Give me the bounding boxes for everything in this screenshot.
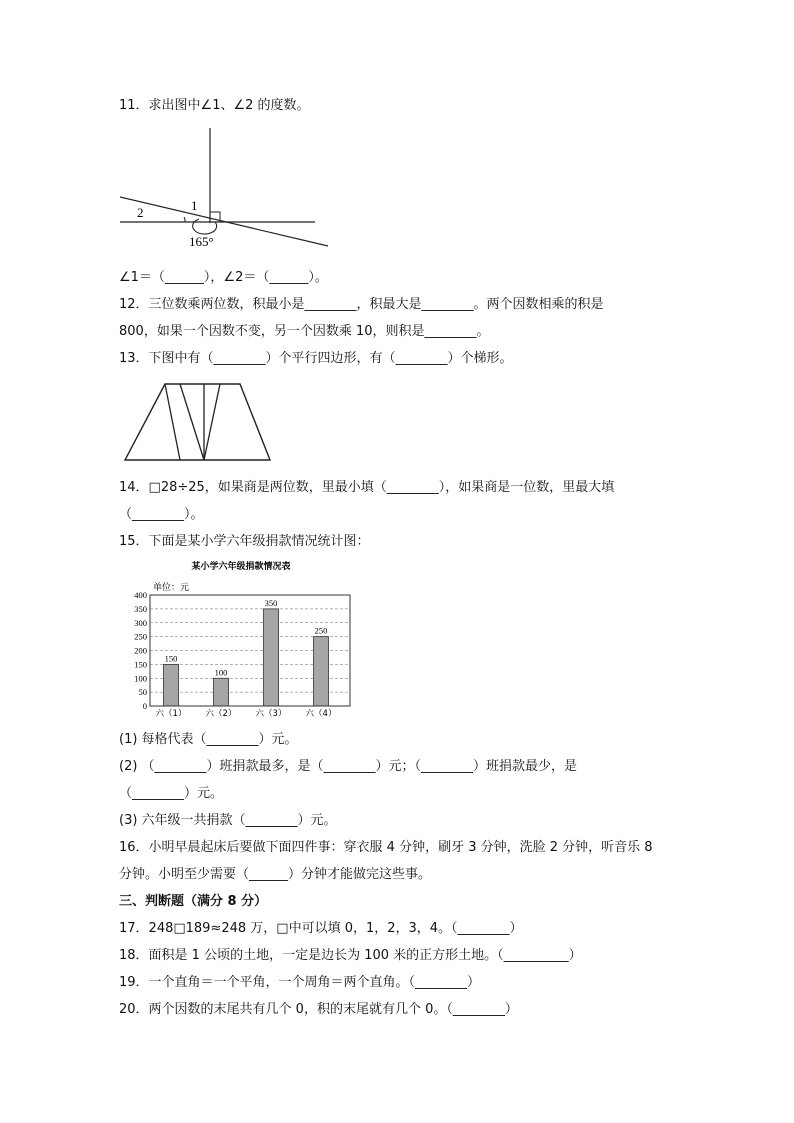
q19: 19．一个直角＝一个平角，一个周角＝两个直角。（________） [119,975,481,990]
bar [314,637,329,706]
y-tick-label: 50 [138,687,147,698]
y-tick-label: 250 [134,631,147,642]
q11-label-1: 1 [191,198,198,213]
bar-value-label: 250 [314,625,328,636]
y-tick-label: 0 [142,701,147,711]
q14-line1: 14．□28÷25，如果商是两位数，里最小填（________），如果商是一位数，里最大填 [119,480,615,495]
y-tick-label: 200 [134,645,147,656]
bar-value-label: 100 [214,667,228,678]
q11-answer: ∠1＝（______），∠2＝（______）。 [119,270,328,285]
bar [264,609,279,706]
bar [164,664,179,706]
x-tick-label: 六（2） [205,709,237,719]
y-tick-label: 150 [134,659,147,670]
q11-stem: 11．求出图中∠1、∠2 的度数。 [119,98,310,113]
bar-value-label: 350 [264,597,278,608]
bar [214,678,229,706]
q20: 20．两个因数的末尾共有几个 0，积的末尾就有几个 0。（________） [119,1002,518,1017]
q15-sub3: (3) 六年级一共捐款（________）元。 [119,813,337,828]
y-tick-label: 350 [134,603,147,614]
q18: 18．面积是 1 公顷的土地，一定是边长为 100 米的正方形土地。（__________） [119,948,582,963]
q13-stem: 13．下图中有（________）个平行四边形，有（________）个梯形。 [119,351,513,366]
y-tick-label: 400 [134,590,147,600]
q14-line2: （________）。 [119,507,204,522]
q11-angle-figure [115,128,345,253]
y-tick-label: 300 [134,617,147,628]
q11-label-2: 2 [137,205,144,220]
q13-trapezoid-figure [120,378,280,466]
x-tick-label: 六（1） [155,709,187,719]
y-tick-label: 100 [134,673,147,684]
q12-line1: 12．三位数乘两位数，积最小是________，积最大是________。两个因数相乘的积是 [119,297,604,312]
x-tick-label: 六（4） [305,709,337,719]
q15-stem: 15．下面是某小学六年级捐款情况统计图： [119,534,370,549]
q11-angle-label: 165° [189,234,214,249]
x-tick-label: 六（3） [255,709,287,719]
chart-unit-label: 单位：元 [153,583,190,593]
q15-sub2-line1: (2) （________）班捐款最多，是（________）元；（________）班捐款最少，是 [119,759,578,774]
donation-bar-chart [118,556,358,724]
q16-line2: 分钟。小明至少需要（______）分钟才能做完这些事。 [119,867,432,882]
q15-sub1: (1) 每格代表（________）元。 [119,732,298,747]
q12-line2: 800，如果一个因数不变，另一个因数乘 10，则积是________。 [119,324,490,339]
q16-line1: 16．小明早晨起床后要做下面四件事：穿衣服 4 分钟，刷牙 3 分钟，洗脸 2 分钟，听音乐 8 [119,840,653,855]
q17: 17．248□189≈248 万，□中可以填 0，1，2，3，4。（________） [119,921,523,936]
q15-sub2-line2: （________）元。 [119,786,224,801]
section3-heading: 三、判断题（满分 8 分） [119,894,268,909]
bar-value-label: 150 [164,653,178,664]
chart-title: 某小学六年级捐款情况表 [191,562,291,572]
